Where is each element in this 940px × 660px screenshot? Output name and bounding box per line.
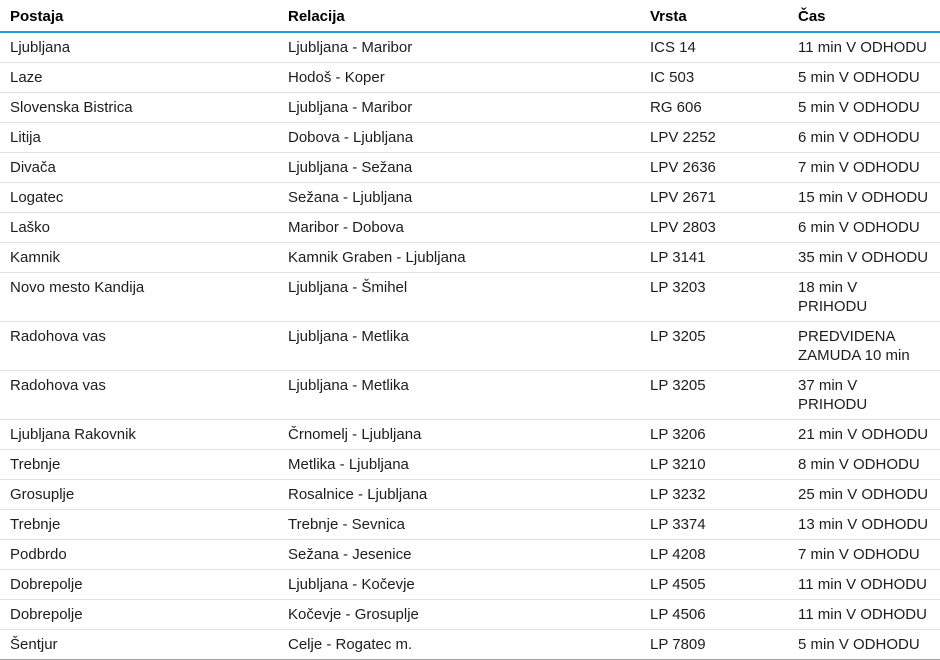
table-row xyxy=(0,123,940,153)
cell-cas: 6 min V ODHODU xyxy=(788,213,940,243)
cell-relacija: Kočevje - Grosuplje xyxy=(278,600,640,630)
cell-cas: 35 min V ODHODU xyxy=(788,243,940,273)
table-row xyxy=(0,630,940,660)
column-header-vrsta: Vrsta xyxy=(640,0,788,32)
table-row xyxy=(0,600,940,630)
cell-cas: 11 min V ODHODU xyxy=(788,32,940,63)
cell-relacija: Črnomelj - Ljubljana xyxy=(278,420,640,450)
cell-postaja: Dobrepolje xyxy=(0,570,278,600)
cell-cas: 37 min V PRIHODU xyxy=(788,371,940,420)
cell-postaja: Trebnje xyxy=(0,450,278,480)
cell-postaja: Litija xyxy=(0,123,278,153)
cell-postaja: Radohova vas xyxy=(0,322,278,371)
cell-relacija: Rosalnice - Ljubljana xyxy=(278,480,640,510)
table-body xyxy=(0,32,940,660)
table-header-row xyxy=(0,0,940,32)
table-row xyxy=(0,93,940,123)
cell-relacija: Kamnik Graben - Ljubljana xyxy=(278,243,640,273)
table-row xyxy=(0,570,940,600)
cell-cas: 8 min V ODHODU xyxy=(788,450,940,480)
cell-vrsta: LP 3205 xyxy=(640,322,788,371)
cell-postaja: Divača xyxy=(0,153,278,183)
cell-cas: 5 min V ODHODU xyxy=(788,63,940,93)
cell-postaja: Šentjur xyxy=(0,630,278,660)
column-header-cas: Čas xyxy=(788,0,940,32)
table-row xyxy=(0,480,940,510)
table-row xyxy=(0,213,940,243)
table-header xyxy=(0,0,940,32)
cell-postaja: Grosuplje xyxy=(0,480,278,510)
cell-cas: 18 min V PRIHODU xyxy=(788,273,940,322)
table-row xyxy=(0,153,940,183)
cell-cas: 25 min V ODHODU xyxy=(788,480,940,510)
cell-relacija: Metlika - Ljubljana xyxy=(278,450,640,480)
table-row xyxy=(0,510,940,540)
cell-vrsta: IC 503 xyxy=(640,63,788,93)
cell-relacija: Dobova - Ljubljana xyxy=(278,123,640,153)
cell-cas: 15 min V ODHODU xyxy=(788,183,940,213)
cell-relacija: Celje - Rogatec m. xyxy=(278,630,640,660)
table-row xyxy=(0,243,940,273)
cell-postaja: Novo mesto Kandija xyxy=(0,273,278,322)
cell-postaja: Ljubljana Rakovnik xyxy=(0,420,278,450)
cell-vrsta: LP 3141 xyxy=(640,243,788,273)
cell-relacija: Hodoš - Koper xyxy=(278,63,640,93)
column-header-relacija: Relacija xyxy=(278,0,640,32)
cell-relacija: Ljubljana - Metlika xyxy=(278,322,640,371)
cell-cas: PREDVIDENA ZAMUDA 10 min xyxy=(788,322,940,371)
cell-vrsta: RG 606 xyxy=(640,93,788,123)
cell-cas: 7 min V ODHODU xyxy=(788,540,940,570)
cell-vrsta: LP 4506 xyxy=(640,600,788,630)
table-row xyxy=(0,540,940,570)
cell-cas: 6 min V ODHODU xyxy=(788,123,940,153)
cell-vrsta: LPV 2636 xyxy=(640,153,788,183)
cell-postaja: Slovenska Bistrica xyxy=(0,93,278,123)
table-row xyxy=(0,63,940,93)
table-row xyxy=(0,450,940,480)
cell-vrsta: LP 3210 xyxy=(640,450,788,480)
cell-postaja: Dobrepolje xyxy=(0,600,278,630)
cell-relacija: Ljubljana - Metlika xyxy=(278,371,640,420)
cell-vrsta: LPV 2252 xyxy=(640,123,788,153)
cell-postaja: Ljubljana xyxy=(0,32,278,63)
table-row xyxy=(0,420,940,450)
cell-vrsta: ICS 14 xyxy=(640,32,788,63)
cell-cas: 11 min V ODHODU xyxy=(788,600,940,630)
cell-relacija: Ljubljana - Šmihel xyxy=(278,273,640,322)
cell-postaja: Trebnje xyxy=(0,510,278,540)
cell-relacija: Sežana - Jesenice xyxy=(278,540,640,570)
cell-vrsta: LP 4208 xyxy=(640,540,788,570)
cell-vrsta: LPV 2671 xyxy=(640,183,788,213)
cell-cas: 5 min V ODHODU xyxy=(788,93,940,123)
table-row xyxy=(0,32,940,63)
table-row xyxy=(0,371,940,420)
cell-relacija: Ljubljana - Kočevje xyxy=(278,570,640,600)
cell-relacija: Ljubljana - Maribor xyxy=(278,32,640,63)
cell-cas: 11 min V ODHODU xyxy=(788,570,940,600)
cell-relacija: Sežana - Ljubljana xyxy=(278,183,640,213)
cell-relacija: Maribor - Dobova xyxy=(278,213,640,243)
cell-postaja: Podbrdo xyxy=(0,540,278,570)
cell-cas: 13 min V ODHODU xyxy=(788,510,940,540)
cell-relacija: Ljubljana - Sežana xyxy=(278,153,640,183)
cell-vrsta: LP 3203 xyxy=(640,273,788,322)
cell-postaja: Kamnik xyxy=(0,243,278,273)
cell-cas: 5 min V ODHODU xyxy=(788,630,940,660)
table-row xyxy=(0,183,940,213)
column-header-postaja: Postaja xyxy=(0,0,278,32)
cell-vrsta: LP 3232 xyxy=(640,480,788,510)
cell-vrsta: LP 7809 xyxy=(640,630,788,660)
cell-cas: 21 min V ODHODU xyxy=(788,420,940,450)
cell-vrsta: LP 3206 xyxy=(640,420,788,450)
cell-vrsta: LPV 2803 xyxy=(640,213,788,243)
table-row xyxy=(0,322,940,371)
cell-relacija: Trebnje - Sevnica xyxy=(278,510,640,540)
cell-vrsta: LP 4505 xyxy=(640,570,788,600)
cell-relacija: Ljubljana - Maribor xyxy=(278,93,640,123)
cell-postaja: Laze xyxy=(0,63,278,93)
cell-vrsta: LP 3374 xyxy=(640,510,788,540)
cell-postaja: Radohova vas xyxy=(0,371,278,420)
cell-cas: 7 min V ODHODU xyxy=(788,153,940,183)
cell-postaja: Logatec xyxy=(0,183,278,213)
table-row xyxy=(0,273,940,322)
cell-postaja: Laško xyxy=(0,213,278,243)
cell-vrsta: LP 3205 xyxy=(640,371,788,420)
